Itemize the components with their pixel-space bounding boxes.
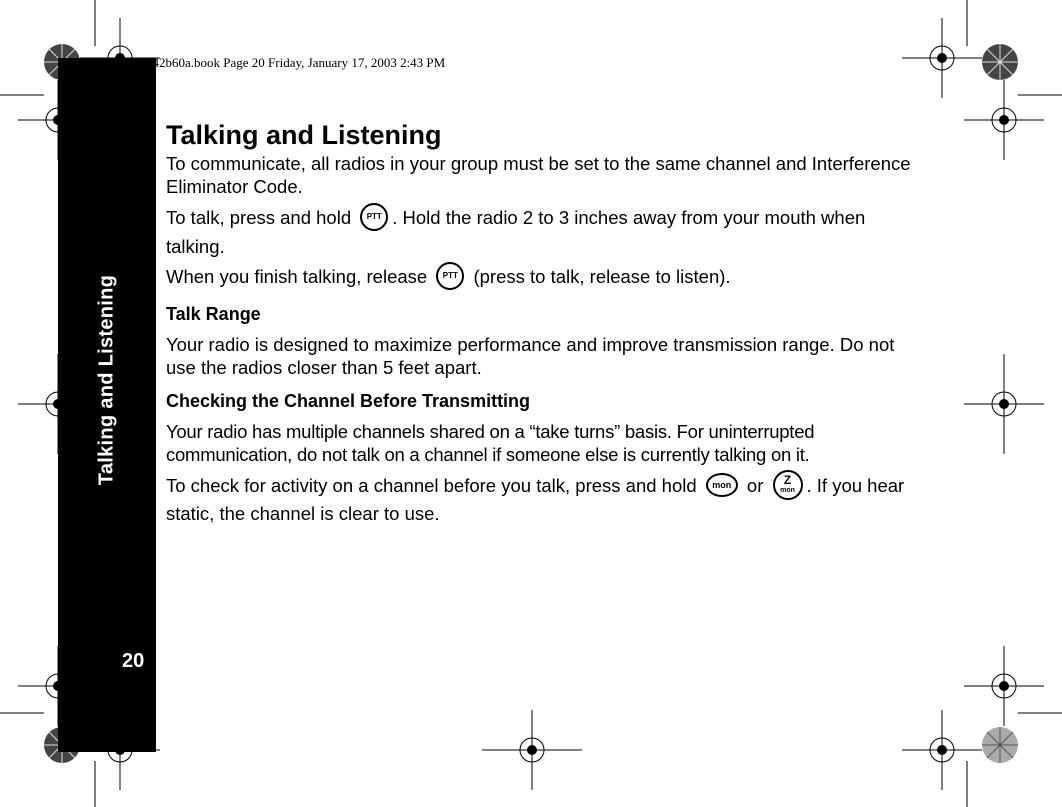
release-instruction [166, 263, 911, 292]
ptt-key-icon: PTT [360, 203, 388, 231]
z-key-letter: Z [783, 473, 792, 488]
talk-range-body: Your radio is designed to maximize performance and improve transmission range. Do not use the radios closer than 5 feet apart. [166, 334, 895, 379]
z-mon-key-icon [773, 470, 803, 500]
z-key-label: mon [780, 487, 795, 495]
print-header: 042b60a.book Page 20 Friday, January 17, 2003 2:43 PM [146, 55, 446, 70]
release-instruction-end: (press to talk, release to listen). [473, 266, 731, 288]
monitor-instruction [166, 472, 911, 525]
monitor-instruction-end: . If you hear static, the channel is clear to use. [166, 475, 905, 525]
intro-paragraph: To communicate, all radios in your group must be set to the same channel and Interference Eliminator Code. [166, 153, 911, 197]
talk-range-heading: Talk Range [166, 304, 261, 325]
ptt-key-icon: PTT [436, 262, 464, 290]
talk-instruction-end: . Hold the radio 2 to 3 inches away from your mouth when talking. [166, 207, 866, 258]
checking-channel-heading: Checking the Channel Before Transmitting [166, 391, 531, 412]
page-content [166, 118, 911, 531]
talk-instruction-start: To talk, press and hold [166, 207, 352, 228]
checking-channel-body: Your radio has multiple channels shared on a “take turns” basis. For uninterrupted communication, do not talk on a channel if someone else is currently talking on it. [166, 421, 815, 466]
page-number: 20 [122, 650, 145, 672]
monitor-or: or [746, 475, 764, 497]
page-title: Talking and Listening [166, 120, 442, 150]
talk-instruction [166, 204, 911, 261]
side-tab-title: Talking and Listening [95, 274, 118, 486]
release-instruction-start: When you finish talking, release [166, 266, 428, 288]
monitor-instruction-start: To check for activity on a channel before you talk, press and hold [166, 475, 697, 497]
mon-key-icon: mon [706, 473, 738, 497]
